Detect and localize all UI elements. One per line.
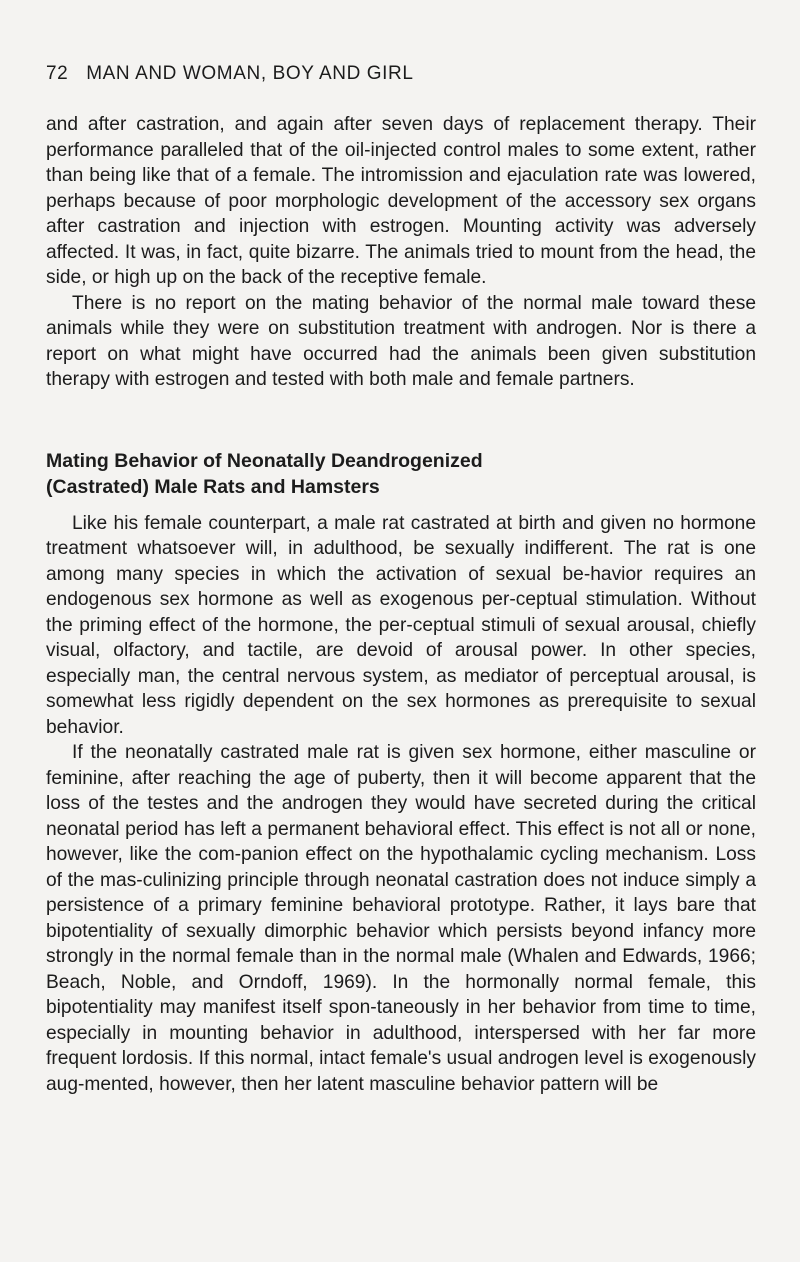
body-text — [46, 112, 756, 1097]
section-heading — [46, 448, 756, 500]
section-heading-line-2: (Castrated) Male Rats and Hamsters — [46, 475, 380, 498]
heading-spacer — [46, 500, 756, 511]
paragraph: If the neonatally castrated male rat is given sex hormone, either masculine or feminine, after reaching the age of puberty, then it will become apparent that the loss of the testes and the androgen they would have secreted during the critical neonatal period has left a permanent behavioral effect. This effect is not all or none, however, like the com-panion effect on the hypothalamic cycling mechanism. Loss of the mas-culinizing principle through neonatal castration does not induce simply a persistence of a primary feminine behavioral prototype. Rather, it lays bare that bipotentiality of sexually dimorphic behavior which persists beyond infancy more strongly in the normal female than in the normal male (Whalen and Edwards, 1966; Beach, Noble, and Orndoff, 1969). In the hormonally normal female, this bipotentiality may manifest itself spon-taneously in her behavior from time to time, especially in mounting behavior in adulthood, interspersed with her far more frequent lordosis. If this normal, intact female's usual androgen level is exogenously aug-mented, however, then her latent masculine behavior pattern will be — [46, 742, 756, 1095]
paragraph: and after castration, and again after seven days of replacement therapy. Their performance paralleled that of the oil-injected control males to some extent, rather than being like that of a female. The intromission and ejaculation rate was lowered, perhaps because of poor morphologic development of the accessory sex organs after castration and injection with estrogen. Mounting activity was adversely affected. It was, in fact, quite bizarre. The animals tried to mount from the head, the side, or high up on the back of the receptive female. — [46, 114, 756, 288]
running-header — [46, 63, 414, 85]
section-spacer — [46, 393, 756, 448]
running-title: MAN AND WOMAN, BOY AND GIRL — [86, 63, 414, 84]
paragraph: There is no report on the mating behavior of the normal male toward these animals while they were on substitution treatment with androgen. Nor is there a report on what might have occurred had the animals been given substitution therapy with estrogen and tested with both male and female partners. — [46, 292, 756, 390]
section-heading-line-1: Mating Behavior of Neonatally Deandrogenized — [46, 449, 483, 472]
page-number: 72 — [46, 63, 69, 84]
paragraph: Like his female counterpart, a male rat castrated at birth and given no hormone treatment whatsoever will, in adulthood, be sexually indifferent. The rat is one among many species in which the activation of sexual be-havior requires an endogenous sex hormone as well as exogenous per-ceptual stimulation. Without the priming effect of the hormone, the per-ceptual stimuli of sexual arousal, chiefly visual, olfactory, and tactile, are devoid of arousal power. In other species, especially man, the central nervous system, as mediator of perceptual arousal, is somewhat less rigidly dependent on the sex hormones as prerequisite to sexual behavior. — [46, 512, 756, 738]
